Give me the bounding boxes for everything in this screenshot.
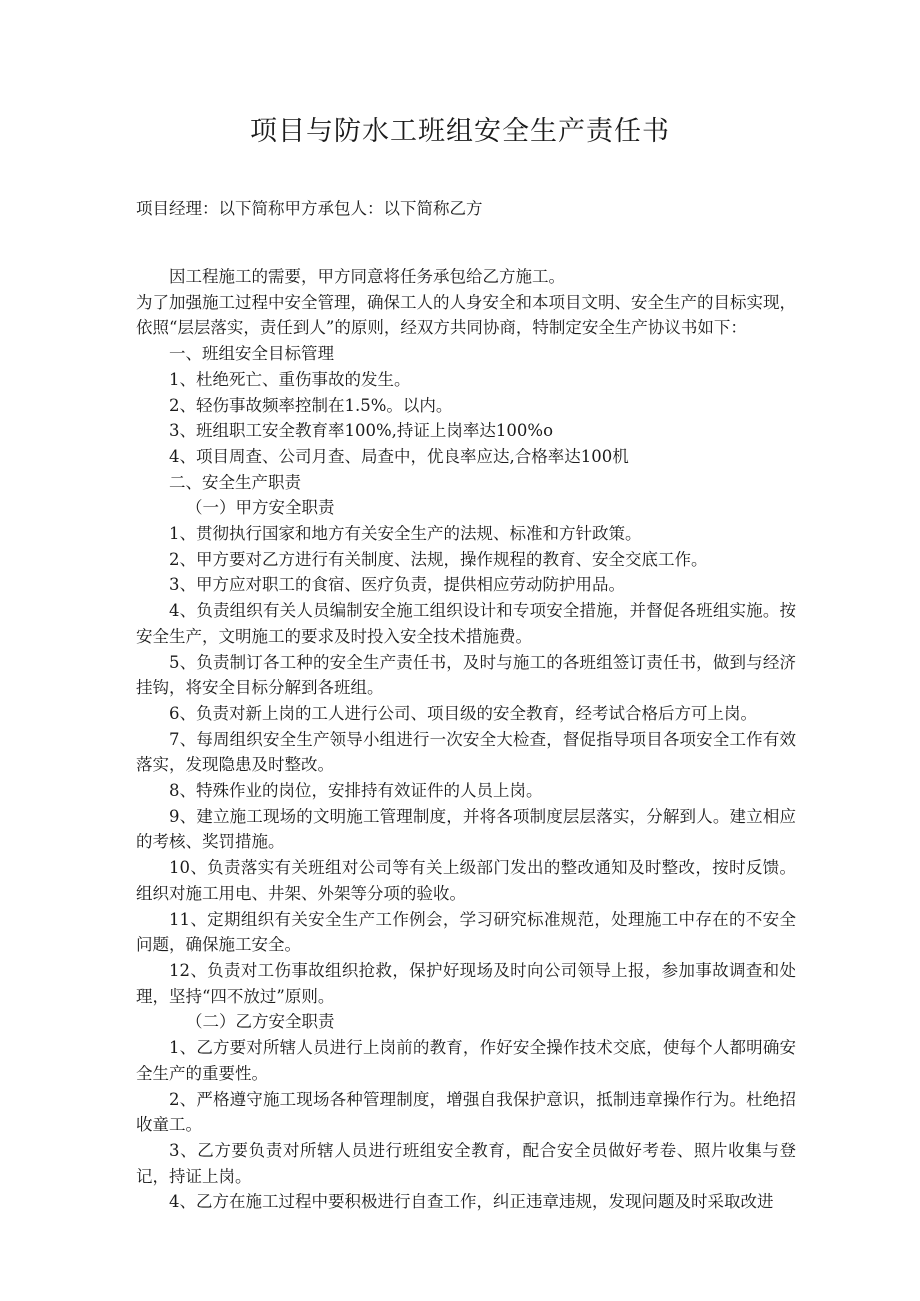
list-item: 3、班组职工安全教育率100%,持证上岗率达100%o bbox=[169, 421, 554, 441]
list-item: 2、轻伤事故频率控制在1.5%。以内。 bbox=[169, 395, 453, 415]
list-item: 9、建立施工现场的文明施工管理制度，并将各项制度层层落实，分解到人。建立相应的考核、奖罚措施。 bbox=[136, 806, 796, 852]
paragraph: 因工程施工的需要，甲方同意将任务承包给乙方施工。 bbox=[169, 267, 565, 286]
list-item: 2、甲方要对乙方进行有关制度、法规，操作规程的教育、安全交底工作。 bbox=[169, 549, 708, 569]
document-title: 项目与防水工班组安全生产责任书 bbox=[250, 116, 670, 147]
list-item: 7、每周组织安全生产领导小组进行一次安全大检查，督促指导项目各项安全工作有效落实，发现隐患及时整改。 bbox=[136, 729, 796, 775]
list-item: 6、负责对新上岗的工人进行公司、项目级的安全教育，经考试合格后方可上岗。 bbox=[169, 703, 757, 723]
list-item: 12、负责对工伤事故组织抢救，保护好现场及时向公司领导上报，参加事故调查和处理，坚持“四不放过”原则。 bbox=[136, 960, 796, 1006]
list-item: 1、杜绝死亡、重伤事故的发生。 bbox=[169, 369, 411, 389]
section-heading: 二、安全生产职责 bbox=[169, 472, 301, 492]
list-item: 1、贯彻执行国家和地方有关安全生产的法规、标准和方针政策。 bbox=[169, 524, 642, 544]
section-heading: 一、班组安全目标管理 bbox=[169, 344, 334, 364]
list-item: 5、负责制订各工种的安全生产责任书，及时与施工的各班组签订责任书，做到与经济挂钩，将安全目标分解到各班组。 bbox=[136, 652, 796, 698]
list-item: 2、严格遵守施工现场各种管理制度，增强自我保护意识，抵制违章操作行为。杜绝招收童工。 bbox=[136, 1089, 796, 1135]
subsection-heading: （二）乙方安全职责 bbox=[186, 1012, 335, 1032]
list-item: 4、乙方在施工过程中要积极进行自查工作，纠正违章违规，发现问题及时采取改进 bbox=[169, 1192, 774, 1212]
list-item: 11、定期组织有关安全生产工作例会，学习研究标准规范，处理施工中存在的不安全问题，确保施工安全。 bbox=[136, 909, 796, 955]
subsection-heading: （一）甲方安全职责 bbox=[186, 498, 335, 518]
list-item: 1、乙方要对所辖人员进行上岗前的教育，作好安全操作技术交底，使每个人都明确安全生产的重要性。 bbox=[136, 1038, 796, 1083]
list-item: 3、乙方要负责对所辖人员进行班组安全教育，配合安全员做好考卷、照片收集与登记，持证上岗。 bbox=[136, 1140, 796, 1186]
parties-line: 项目经理：以下简称甲方承包人：以下简称乙方 bbox=[136, 199, 483, 218]
list-item: 4、项目周查、公司月查、局查中，优良率应达,合格率达100机 bbox=[169, 446, 629, 466]
list-item: 8、特殊作业的岗位，安排持有效证件的人员上岗。 bbox=[169, 781, 543, 801]
list-item: 10、负责落实有关班组对公司等有关上级部门发出的整改通知及时整改，按时反馈。组织对施工用电、井架、外架等分项的验收。 bbox=[136, 858, 796, 903]
list-item: 4、负责组织有关人员编制安全施工组织设计和专项安全措施，并督促各班组实施。按安全生产，文明施工的要求及时投入安全技术措施费。 bbox=[136, 601, 796, 646]
paragraph: 为了加强施工过程中安全管理，确保工人的人身安全和本项目文明、安全生产的目标实现，依照“层层落实，责任到人”的原则，经双方共同协商，特制定安全生产协议书如下： bbox=[136, 292, 796, 338]
list-item: 3、甲方应对职工的食宿、医疗负责，提供相应劳动防护用品。 bbox=[169, 575, 625, 595]
document-body bbox=[136, 264, 796, 1215]
